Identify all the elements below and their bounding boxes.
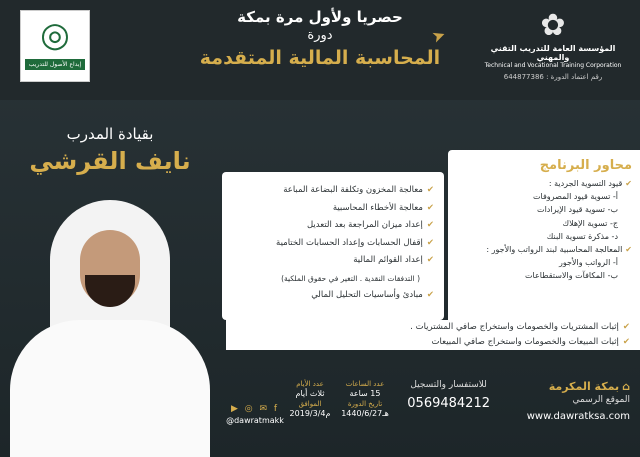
date-label: تاريخ الدورة — [347, 400, 383, 408]
list-item — [226, 335, 630, 350]
check-icon: ✔ — [622, 322, 630, 332]
website-link[interactable]: www.dawratksa.com — [526, 411, 630, 422]
accreditation — [478, 73, 628, 81]
list-item-text: إثبات المبيعات والخصومات واستخراج صافي المبيعات — [431, 337, 619, 347]
partner-logo — [20, 10, 90, 82]
partner-caption: إبداع الأصول للتدريب — [25, 59, 85, 70]
list-item-text: إعداد القوائم المالية — [353, 255, 423, 265]
list-item — [228, 235, 434, 253]
sub-item: د- مذكرة تسوية البنك — [546, 231, 618, 241]
check-icon: ✔ — [426, 255, 434, 265]
list-item — [228, 217, 434, 235]
location-block — [527, 380, 630, 422]
city-name: بمكة المكرمة — [548, 380, 620, 393]
list-item — [228, 182, 434, 200]
topics-note: ( التدفقات النقدية . التغير في حقوق الملكية) — [281, 273, 420, 283]
sub-item: ب- تسوية قيود الإيرادات — [537, 205, 618, 215]
org-name-en: Technical and Vocational Training Corporation — [484, 62, 622, 69]
course-label: دورة — [307, 28, 333, 43]
exclusive-tagline: حصريا ولأول مرة بمكة — [237, 8, 403, 26]
list-item — [228, 252, 434, 270]
header-banner — [0, 0, 640, 100]
list-item-text: إقفال الحسابات وإعداد الحسابات الختامية — [276, 237, 423, 248]
social-block — [220, 404, 290, 425]
list-item-text: إثبات المشتريات والخصومات واستخراج صافي المشتريات . — [410, 322, 619, 332]
list-item-text: المعالجة المحاسبية لبند الرواتب والأجور : — [486, 245, 623, 255]
list-item-text: معالجة المخزون وتكلفة البضاعة المباعة — [283, 185, 423, 195]
sub-item: أ- تسوية قيود المصروفات — [533, 192, 618, 202]
contact-block — [407, 380, 490, 411]
contact-label: للاستفسار والتسجيل — [410, 380, 487, 390]
days-value: ثلاث أيام — [295, 389, 325, 398]
hours-block — [340, 380, 390, 418]
list-item — [452, 177, 632, 190]
course-titles — [180, 8, 460, 69]
social-icons[interactable]: f ✉ ◎ ▶ — [230, 404, 280, 414]
phone-number[interactable]: 0569484212 — [407, 396, 490, 411]
sub-item: ج- تسوية الإهلاك — [562, 218, 618, 228]
location-pin-icon: ⌂ — [622, 380, 630, 393]
sub-item: ب- المكافآت والاستقطاعات — [525, 271, 618, 281]
flower-logo-icon: ✿ — [540, 8, 566, 43]
list-item-text: إعداد ميزان المراجعة بعد التعديل — [306, 220, 423, 230]
accreditation-number: 644877386 — [503, 73, 544, 81]
tvtc-logo — [478, 8, 628, 98]
social-handle[interactable]: @dawratmakk — [226, 416, 284, 425]
footer-info — [210, 372, 640, 457]
list-item-text: قيود التسوية الجردية : — [548, 179, 623, 188]
check-icon: ✔ — [426, 289, 434, 300]
list-item — [226, 320, 630, 335]
list-item — [228, 200, 434, 218]
check-icon: ✔ — [426, 237, 434, 248]
list-item — [228, 287, 434, 305]
check-icon: ✔ — [625, 179, 632, 188]
accreditation-label: رقم اعتماد الدورة : — [546, 73, 603, 81]
check-icon: ✔ — [426, 185, 434, 195]
sub-item: أ- الرواتب والأجور — [558, 258, 618, 268]
list-item — [452, 243, 632, 256]
hours-value: 15 ساعة — [349, 389, 381, 398]
date-hijri: 1440/6/27هـ — [341, 409, 389, 418]
date-gregorian: 2019/3/4م — [289, 409, 331, 418]
trainer-topics-card — [222, 172, 444, 320]
paper-plane-icon: ➤ — [429, 24, 449, 47]
days-block — [285, 380, 335, 418]
list-item-text: معالجة الأخطاء المحاسبية — [332, 202, 423, 213]
check-icon: ✔ — [625, 245, 632, 255]
program-heading: محاور البرنامج — [539, 158, 632, 173]
trainer-block — [10, 125, 210, 175]
check-icon: ✔ — [426, 202, 434, 213]
trainer-lead: بقيادة المدرب — [66, 125, 154, 143]
list-item-text: مبادئ وأساسيات التحليل المالي — [311, 289, 423, 300]
days-label: عدد الأيام — [296, 380, 324, 388]
hours-label: عدد الساعات — [345, 380, 385, 388]
trainer-name: نايف القرشي — [29, 147, 191, 175]
gregorian-label: الموافق — [298, 400, 322, 408]
course-title: المحاسبة المالية المتقدمة — [199, 47, 441, 69]
extra-topics — [226, 320, 640, 352]
trainer-photo — [0, 190, 215, 457]
org-name-ar: المؤسسة العامة للتدريب التقني والمهني — [490, 44, 616, 62]
check-icon: ✔ — [426, 220, 434, 230]
site-label: الموقع الرسمي — [572, 395, 630, 405]
check-icon: ✔ — [622, 337, 630, 347]
thobe — [10, 320, 210, 457]
city — [527, 380, 630, 393]
globe-logo-icon: ◎ — [40, 15, 70, 55]
